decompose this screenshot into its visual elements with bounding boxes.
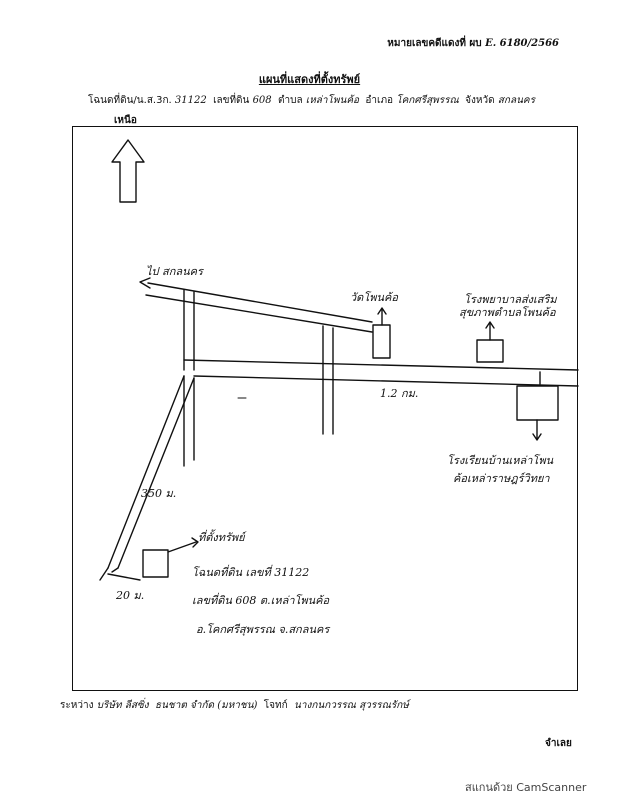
case-reference-value: E. 6180/2566 xyxy=(485,38,559,49)
parties-line xyxy=(60,698,409,713)
district-label: อำเภอ xyxy=(365,95,394,106)
distance-short-label: 20 ม. xyxy=(116,589,145,602)
province-value: สกลนคร xyxy=(497,95,535,106)
north-label: เหนือ xyxy=(114,115,137,126)
property-parcel xyxy=(143,550,168,577)
school-label-line2: ค้อเหล่าราษฎร์วิทยา xyxy=(453,472,550,485)
hospital-label-line2: สุขภาพตำบลโพนค้อ xyxy=(459,306,556,319)
land-no-label: เลขที่ดิน xyxy=(213,95,250,106)
school-label-line1: โรงเรียนบ้านเหล่าโพน xyxy=(447,454,554,467)
camscanner-watermark: สแกนด้วย CamScanner xyxy=(465,781,587,794)
school-box xyxy=(517,386,558,420)
defendant-label: จำเลย xyxy=(545,738,572,749)
plaintiff-label: โจทก์ xyxy=(263,700,288,711)
deed-value: 31122 xyxy=(174,95,207,106)
temple-box xyxy=(373,325,390,358)
party-value: ธนชาต จำกัด (มหาชน) xyxy=(154,700,258,711)
temple-label: วัดโพนค้อ xyxy=(350,291,398,304)
property-line3: อ.โคกศรีสุพรรณ จ.สกลนคร xyxy=(196,623,330,636)
road-to-property xyxy=(108,376,194,568)
subdistrict-value: เหล่าโพนค้อ xyxy=(305,95,360,106)
distance-side-label: 350 ม. xyxy=(141,487,177,500)
road-main xyxy=(184,360,578,386)
hospital-arrow-icon xyxy=(486,322,494,340)
case-reference-label: หมายเลขคดีแดงที่ ผบ xyxy=(387,38,482,49)
property-label: ที่ตั้งทรัพย์ xyxy=(198,531,245,544)
measure-20m xyxy=(108,574,140,580)
between-label: ระหว่าง xyxy=(60,700,94,711)
page-title: แผนที่แสดงที่ตั้งทรัพย์ xyxy=(258,73,361,86)
north-arrow-icon xyxy=(112,140,144,202)
school-arrow-icon xyxy=(533,420,541,440)
temple-arrow-icon xyxy=(378,308,386,325)
province-label: จังหวัด xyxy=(465,95,495,106)
property-arrow-icon xyxy=(168,538,198,552)
hospital-label-line1: โรงพยาบาลส่งเสริม xyxy=(464,293,557,306)
between-value: บริษัท ลีสซิ่ง xyxy=(96,700,149,711)
district-value: โคกศรีสุพรรณ xyxy=(396,95,459,106)
hospital-box xyxy=(477,340,503,362)
land-no-value: 608 xyxy=(252,95,272,106)
defendant-value: นางกนกวรรณ สุวรรณรักษ์ xyxy=(294,700,409,711)
distance-main-label: 1.2 กม. xyxy=(380,387,419,400)
to-city-label: ไป สกลนคร xyxy=(146,265,203,278)
deed-label: โฉนดที่ดิน/น.ส.3ก. xyxy=(88,95,172,106)
property-line1: โฉนดที่ดิน เลขที่ 31122 xyxy=(192,566,310,579)
property-line2: เลขที่ดิน 608 ต.เหล่าโพนค้อ xyxy=(192,594,330,607)
road-upper xyxy=(146,283,372,332)
subdistrict-label: ตำบล xyxy=(278,95,303,106)
